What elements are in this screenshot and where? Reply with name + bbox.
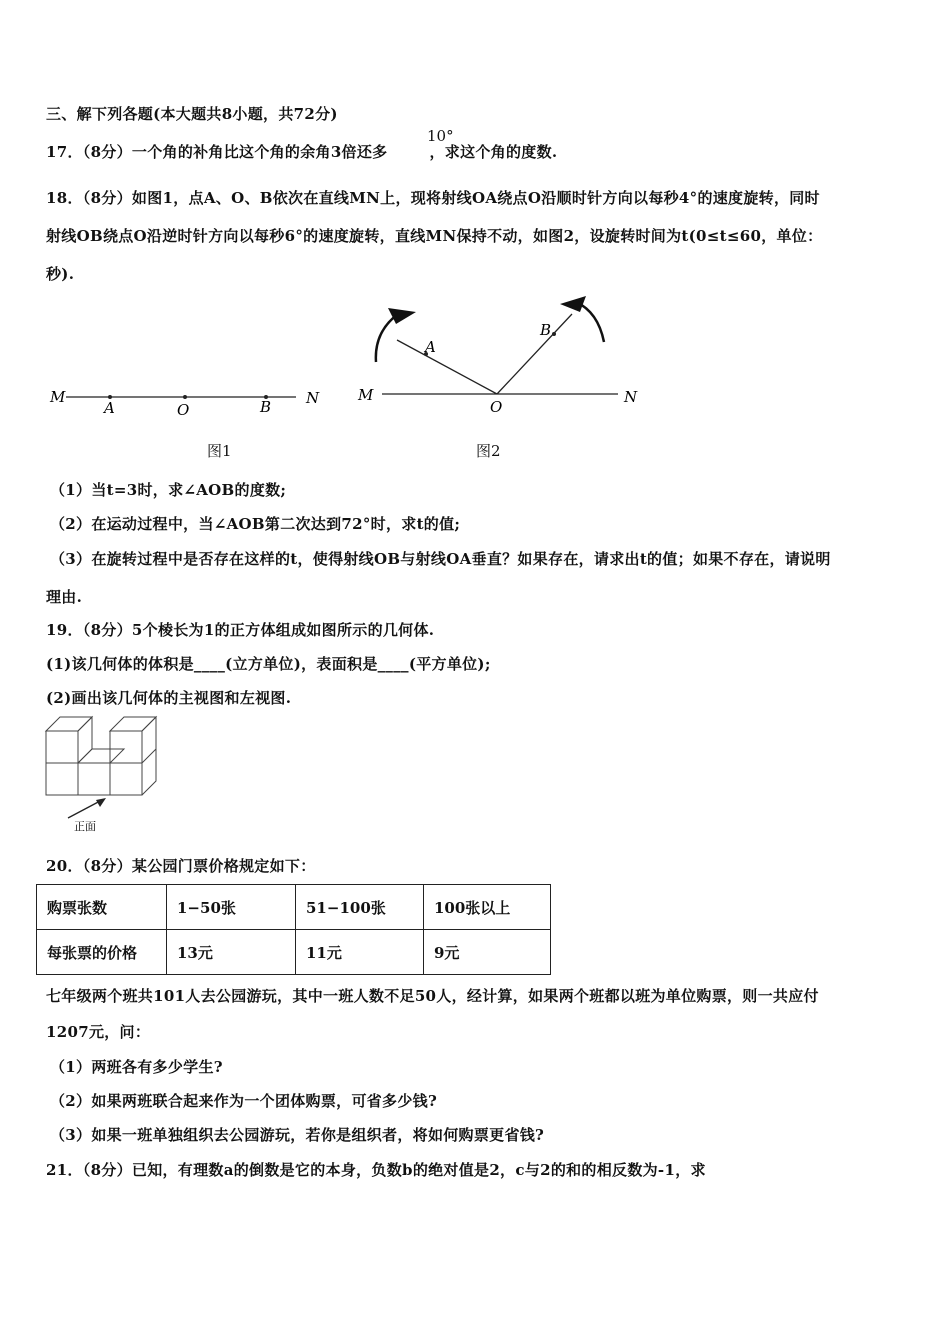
q18-sub3-line1: （3）在旋转过程中是否存在这样的t，使得射线OB与射线OA垂直？如果存在，请求出t的值；如果不存在，请说明 [50, 550, 831, 568]
question-17 [46, 141, 557, 162]
q17-angle: 10° [427, 127, 454, 145]
fig1-label-a: A [104, 399, 115, 417]
table-cell: 51−100张 [296, 885, 424, 930]
q20-para-line1: 七年级两个班共101人去公园游玩，其中一班人数不足50人，经计算，如果两个班都以班为单位购票，则一共应付 [46, 987, 819, 1005]
cube-figure [40, 712, 170, 836]
q18-line1: 18．（8分）如图1，点A、O、B依次在直线MN上，现将射线OA绕点O沿顺时针方向以每秒4°的速度旋转，同时 [46, 189, 820, 207]
section-title: 三、解下列各题(本大题共8小题，共72分) [46, 105, 338, 123]
q21-line1: 21．（8分）已知，有理数a的倒数是它的本身，负数b的绝对值是2，c与2的和的相反数为-1，求 [46, 1161, 706, 1179]
q19-line2: (1)该几何体的体积是____(立方单位)，表面积是____(平方单位); [46, 655, 491, 673]
q18-sub1: （1）当t=3时，求∠AOB的度数; [50, 481, 287, 499]
fig1-label-m: M [50, 388, 66, 406]
q20-line1: 20．（8分）某公园门票价格规定如下： [46, 857, 316, 875]
q20-sub3: （3）如果一班单独组织去公园游玩，若你是组织者，将如何购票更省钱? [50, 1126, 545, 1144]
q20-para-line2: 1207元，问： [46, 1023, 151, 1041]
fig2-arrowhead-right [560, 296, 586, 312]
table-cell: 每张票的价格 [37, 930, 167, 975]
table-row [37, 885, 551, 930]
fig2-label-a: A [425, 338, 436, 356]
table-cell: 13元 [167, 930, 296, 975]
fig1-point-o [183, 395, 187, 399]
fig2-point-b [552, 332, 556, 336]
fig2-label-o: O [490, 398, 503, 416]
q18-line2: 射线OB绕点O沿逆时针方向以每秒6°的速度旋转，直线MN保持不动，如图2，设旋转时间为t(0≤t≤60，单位： [46, 227, 823, 245]
fig1-label-n: N [306, 389, 320, 407]
q18-sub2: （2）在运动过程中，当∠AOB第二次达到72°时，求t的值; [50, 515, 461, 533]
fig2-caption: 图2 [476, 442, 501, 460]
q17-text-before: 一个角的补角比这个角的余角3倍还多 [131, 143, 388, 161]
fig1-label-b: B [260, 398, 272, 416]
price-table [36, 884, 551, 975]
q17-text-after: ，求这个角的度数. [429, 143, 558, 161]
fig2-ray-oa [397, 340, 497, 394]
q18-line3: 秒). [46, 265, 75, 283]
q19-line1: 19．（8分）5个棱长为1的正方体组成如图所示的几何体. [46, 621, 435, 639]
q19-line3: (2)画出该几何体的主视图和左视图. [46, 689, 292, 707]
fig1-label-o: O [177, 401, 190, 419]
figure-2 [350, 290, 650, 420]
table-row [37, 930, 551, 975]
q20-sub2: （2）如果两班联合起来作为一个团体购票，可省多少钱? [50, 1092, 438, 1110]
table-cell: 9元 [424, 930, 551, 975]
q18-sub3-line2: 理由. [46, 588, 83, 606]
fig1-caption: 图1 [207, 442, 232, 460]
q20-sub1: （1）两班各有多少学生? [50, 1058, 223, 1076]
fig2-arrowhead-left [388, 308, 416, 324]
fig2-label-n: N [624, 388, 638, 406]
table-cell: 1−50张 [167, 885, 296, 930]
fig2-ray-ob [497, 314, 572, 394]
table-cell: 购票张数 [37, 885, 167, 930]
q17-number: 17．（8分） [46, 143, 132, 161]
fig2-label-m: M [358, 386, 374, 404]
fig2-label-b: B [540, 321, 552, 339]
table-cell: 11元 [296, 930, 424, 975]
figure-1 [40, 380, 340, 430]
table-cell: 100张以上 [424, 885, 551, 930]
front-label: 正面 [74, 820, 96, 833]
